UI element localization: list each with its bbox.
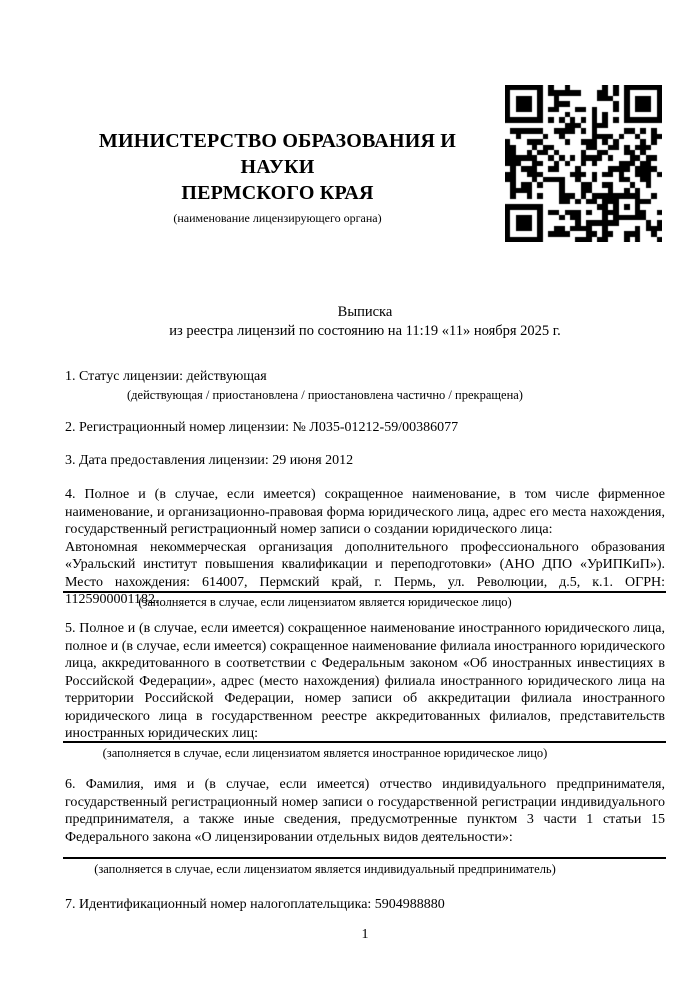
item-6-caption: (заполняется в случае, если лицензиатом является индивидуальный предприниматель) bbox=[94, 862, 556, 876]
qr-code bbox=[505, 85, 662, 242]
item-4-value: Автономная некоммерческая организация дополнительного профессионального образования «Уральский институт повышения квалификации и переподготовки» (АНО ДПО «УрИПКиП»). Место нахождения: 614007, Пермский край, г. Пермь, ул. Революции, д.5, к.1. ОГРН: 1125900001182. bbox=[65, 539, 665, 607]
fill-line-divider-legal-entity bbox=[63, 591, 666, 593]
item-4-caption: (заполняется в случае, если лицензиатом является юридическое лицо) bbox=[138, 595, 512, 609]
document-title bbox=[65, 303, 665, 341]
ministry-caption: (наименование лицензирующего органа) bbox=[173, 211, 382, 225]
fill-line-divider-foreign-entity bbox=[63, 741, 666, 743]
item-3-grant-date: 3. Дата предоставления лицензии: 29 июня 2012 bbox=[65, 453, 354, 468]
title-line2: из реестра лицензий по состоянию на 11:19 «11» ноября 2025 г. bbox=[169, 323, 561, 339]
title-line1: Выписка bbox=[337, 304, 393, 320]
fill-line-divider-entrepreneur bbox=[63, 857, 666, 859]
ministry-header bbox=[65, 128, 490, 225]
item-5-foreign-entity: 5. Полное и (в случае, если имеется) сокращенное наименование иностранного юридического лица, полное и (в случае, если имеется) сокращенное наименование филиала иностранного юридического лица, аккредитованного в соответствии с Федеральным законом «Об иностранных инвестициях в Российской Федерации», адрес (место нахождения) филиала иностранного юридического лица на территории Российской Федерации, номер записи об аккредитации филиала иностранного юридического лица в государственном реестре аккредитованных филиалов, представительств иностранных юридических лиц: bbox=[65, 621, 665, 741]
ministry-name-line2: ПЕРМСКОГО КРАЯ bbox=[181, 182, 374, 204]
page-number: 1 bbox=[361, 927, 369, 942]
item-6-individual-entrepreneur: 6. Фамилия, имя и (в случае, если имеется) отчество индивидуального предпринимателя, государственный регистрационный номер записи о государственной регистрации индивидуального предпринимателя, а также иные сведения, предусмотренные пунктом 3 части 1 статьи 15 Федерального закона «О лицензировании отдельных видов деятельности»: bbox=[65, 777, 665, 845]
item-2-registration-number: 2. Регистрационный номер лицензии: № Л035-01212-59/00386077 bbox=[65, 420, 459, 435]
item-4-label: 4. Полное и (в случае, если имеется) сокращенное наименование, в том числе фирменное наименование, и организационно-правовая форма юридического лица, адрес его места нахождения, государственный регистрационный номер записи о создании юридического лица: bbox=[65, 487, 665, 537]
item-1-caption: (действующая / приостановлена / приостановлена частично / прекращена) bbox=[127, 388, 523, 402]
ministry-name-line1: МИНИСТЕРСТВО ОБРАЗОВАНИЯ И НАУКИ bbox=[98, 130, 457, 178]
item-7-taxpayer-number: 7. Идентификационный номер налогоплательщика: 5904988880 bbox=[65, 897, 445, 912]
item-1-license-status: 1. Статус лицензии: действующая bbox=[65, 369, 267, 384]
item-5-caption: (заполняется в случае, если лицензиатом является иностранное юридическое лицо) bbox=[102, 746, 548, 760]
